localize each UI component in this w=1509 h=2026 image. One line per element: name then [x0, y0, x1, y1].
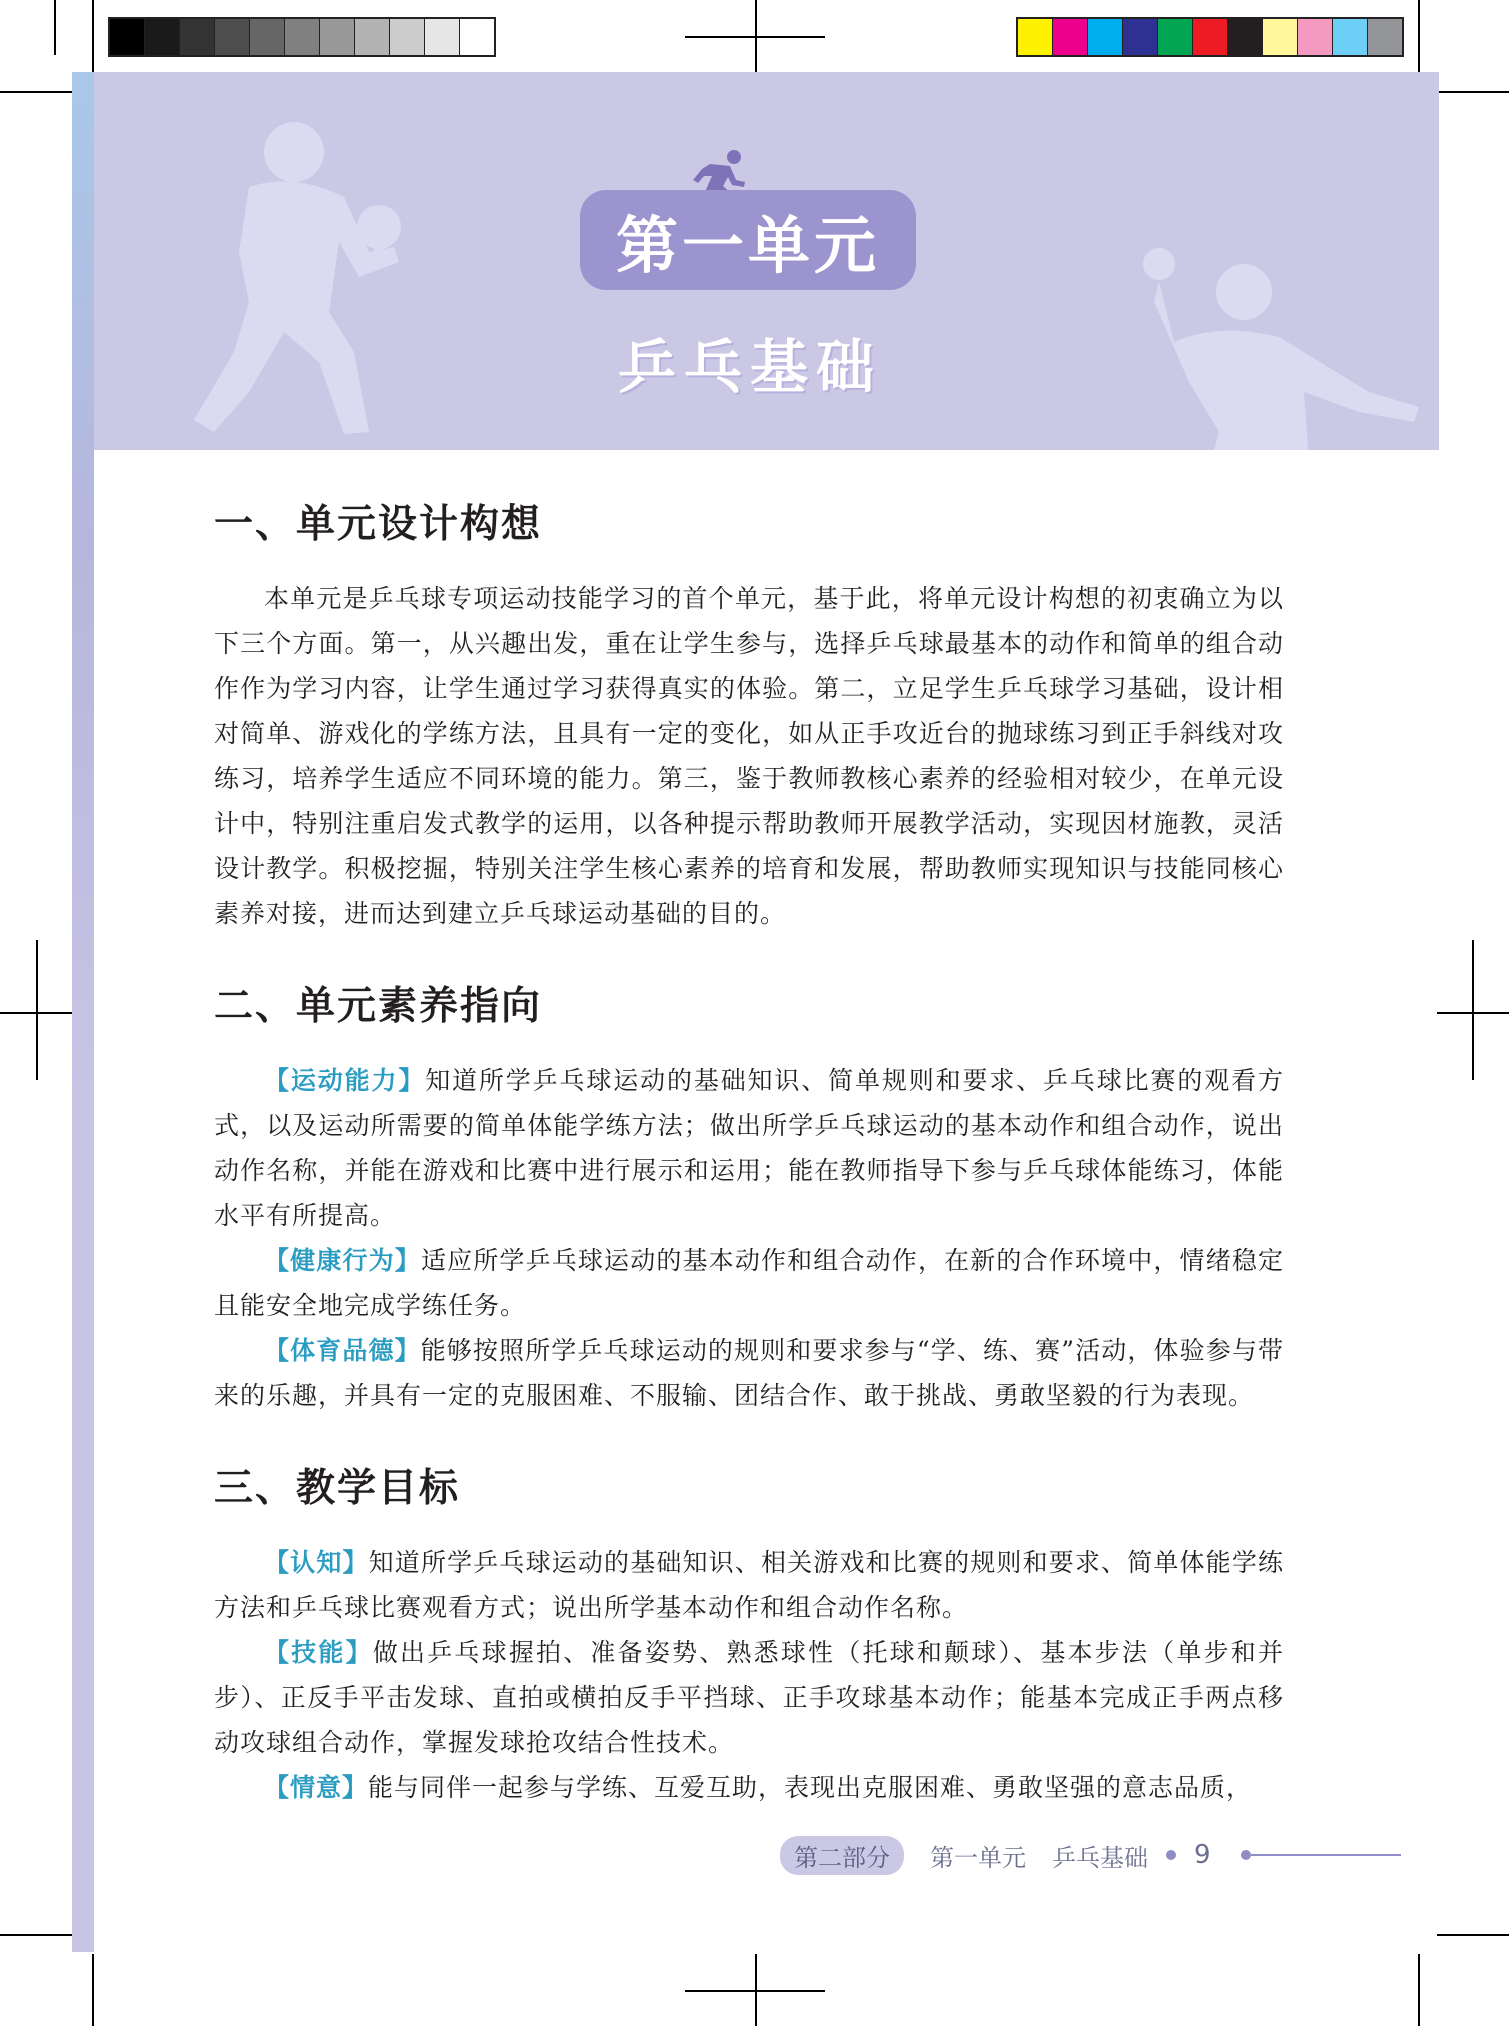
player-silhouette-left-icon — [154, 102, 414, 442]
crop-mark — [1437, 1934, 1509, 1936]
calibration-swatch — [1228, 19, 1263, 55]
main-content — [214, 492, 1284, 1810]
paragraph-text: 知道所学乒乓球运动的基础知识、相关游戏和比赛的规则和要求、简单体能学练方法和乒乓球比赛观看方式；说出所学基本动作和组合动作名称。 — [214, 1548, 1284, 1622]
paragraph-text: 做出乒乓球握拍、准备姿势、熟悉球性（托球和颠球）、基本步法（单步和并步）、正反手平击发球、直拍或横拍反手平挡球、正手攻球基本动作；能基本完成正手两点移动攻球组合动作，掌握发球抢攻结合性技术。 — [214, 1638, 1284, 1757]
color-calibration-bar — [1016, 17, 1404, 57]
crop-mark — [1472, 940, 1474, 1080]
paragraph-text: 本单元是乒乓球专项运动技能学习的首个单元，基于此，将单元设计构想的初衷确立为以下三个方面。第一，从兴趣出发，重在让学生参与，选择乒乓球最基本的动作和简单的组合动作作为学习内容，让学生通过学习获得真实的体验。第二，立足学生乒乓球学习基础，设计相对简单、游戏化的学练方法，且具有一定的变化，如从正手攻近台的抛球练习到正手斜线对攻练习，培养学生适应不同环境的能力。第三，鉴于教师教核心素养的经验相对较少，在单元设计中，特别注重启发式教学的运用，以各种提示帮助教师开展教学活动，实现因材施教，灵活设计教学。积极挖掘，特别关注学生核心素养的培育和发展，帮助教师实现知识与技能同核心素养对接，进而达到建立乒乓球运动基础的目的。 — [214, 584, 1284, 928]
tag-health-behavior: 【健康行为】 — [264, 1246, 421, 1275]
footer-unit-label: 第一单元 — [930, 1843, 1026, 1872]
crop-mark — [1418, 1954, 1420, 2026]
grayscale-calibration-bar — [108, 17, 496, 57]
paragraph — [214, 1058, 1284, 1238]
section-heading-literacy: 二、单元素养指向 — [214, 983, 543, 1029]
calibration-swatch — [1158, 19, 1193, 55]
paragraph-text: 知道所学乒乓球运动的基础知识、简单规则和要求、乒乓球比赛的观看方式，以及运动所需要的简单体能学练方法；做出所学乒乓球运动的基本动作和组合动作，说出动作名称，并能在游戏和比赛中进行展示和运用；能在教师指导下参与乒乓球体能练习，体能水平有所提高。 — [214, 1066, 1284, 1230]
crop-mark — [36, 940, 38, 1080]
calibration-swatch — [180, 19, 215, 55]
crop-mark — [0, 1934, 72, 1936]
crop-mark — [0, 91, 72, 93]
calibration-swatch — [1193, 19, 1228, 55]
crop-mark — [1437, 91, 1509, 93]
tag-cognition: 【认知】 — [264, 1548, 369, 1577]
tag-skill: 【技能】 — [264, 1638, 373, 1667]
calibration-swatch — [460, 19, 494, 55]
unit-subtitle: 乒乓基础 — [617, 333, 882, 401]
footer-topic-label: 乒乓基础 — [1052, 1843, 1148, 1872]
page-footer — [780, 1836, 1401, 1874]
calibration-swatch — [320, 19, 355, 55]
paragraph — [214, 1630, 1284, 1765]
crop-mark — [1418, 0, 1420, 72]
calibration-swatch — [1298, 19, 1333, 55]
calibration-swatch — [1368, 19, 1402, 55]
paragraph — [214, 1540, 1284, 1630]
tag-motor-ability: 【运动能力】 — [264, 1066, 426, 1095]
footer-part-label: 第二部分 — [780, 1836, 904, 1875]
calibration-swatch — [1018, 19, 1053, 55]
left-decorative-bar — [72, 72, 94, 1952]
calibration-swatch — [1263, 19, 1298, 55]
calibration-swatch — [1123, 19, 1158, 55]
section-heading-design: 一、单元设计构想 — [214, 501, 543, 547]
footer-dot-icon — [1166, 1850, 1176, 1860]
page-number: 9 — [1194, 1840, 1211, 1870]
crop-mark — [685, 36, 825, 38]
tag-emotion: 【情意】 — [264, 1773, 369, 1802]
tag-sports-ethics: 【体育品德】 — [264, 1336, 421, 1365]
calibration-swatch — [390, 19, 425, 55]
player-silhouette-right-icon — [1129, 242, 1429, 450]
calibration-swatch — [425, 19, 460, 55]
calibration-swatch — [1053, 19, 1088, 55]
unit-title: 第一单元 — [615, 208, 880, 282]
paragraph — [214, 1765, 1284, 1810]
crop-mark — [685, 1990, 825, 1992]
paragraph — [214, 1238, 1284, 1328]
footer-rule — [1251, 1854, 1401, 1856]
crop-mark — [54, 0, 56, 55]
section-heading-goals: 三、教学目标 — [214, 1465, 461, 1511]
calibration-swatch — [355, 19, 390, 55]
crop-mark — [92, 0, 94, 72]
calibration-swatch — [145, 19, 180, 55]
calibration-swatch — [1333, 19, 1368, 55]
paragraph — [214, 576, 1284, 936]
paragraph-text: 适应所学乒乓球运动的基本动作和组合动作，在新的合作环境中，情绪稳定且能安全地完成学练任务。 — [214, 1246, 1284, 1320]
calibration-swatch — [215, 19, 250, 55]
calibration-swatch — [110, 19, 145, 55]
paragraph-text: 能与同伴一起参与学练、互爱互助，表现出克服困难、勇敢坚强的意志品质， — [368, 1773, 1253, 1802]
footer-line-dot-icon — [1241, 1850, 1251, 1860]
paragraph — [214, 1328, 1284, 1418]
paragraph-text: 能够按照所学乒乓球运动的规则和要求参与“学、练、赛”活动，体验参与带来的乐趣，并具有一定的克服困难、不服输、团结合作、敢于挑战、勇敢坚毅的行为表现。 — [214, 1336, 1284, 1410]
calibration-swatch — [250, 19, 285, 55]
calibration-swatch — [285, 19, 320, 55]
calibration-swatch — [1088, 19, 1123, 55]
crop-mark — [92, 1954, 94, 2026]
